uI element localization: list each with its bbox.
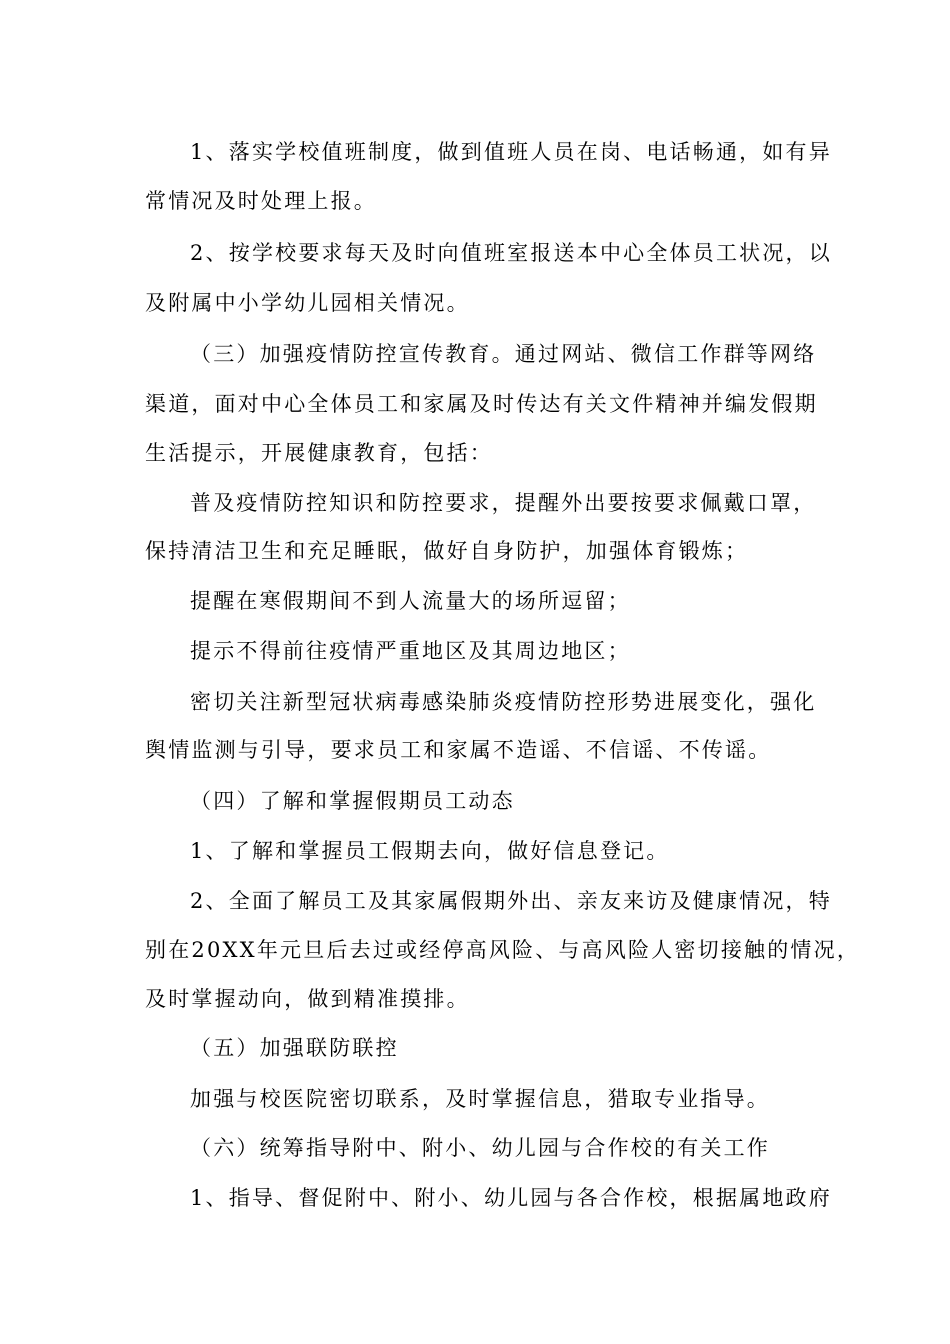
text-line: 及附属中小学幼儿园相关情况。 (145, 291, 470, 315)
text-line: 2、全面了解员工及其家属假期外出、亲友来访及健康情况，特 (190, 889, 832, 913)
text-line: 1、落实学校值班制度，做到值班人员在岗、电话畅通，如有异 (190, 140, 832, 164)
text-line: 保持清洁卫生和充足睡眠，做好自身防护，加强体育锻炼； (145, 539, 749, 563)
text-line: 渠道，面对中心全体员工和家属及时传达有关文件精神并编发假期 (145, 392, 818, 416)
text-line: 加强与校医院密切联系，及时掌握信息，猎取专业指导。 (190, 1087, 770, 1111)
text-line: 密切关注新型冠状病毒感染肺炎疫情防控形势进展变化，强化 (190, 690, 817, 714)
section-heading: （四）了解和掌握假期员工动态 (190, 789, 515, 813)
text-line: 舆情监测与引导，要求员工和家属不造谣、不信谣、不传谣。 (145, 738, 772, 762)
text-line: 常情况及时处理上报。 (145, 189, 377, 213)
text-line: 提示不得前往疫情严重地区及其周边地区； (190, 639, 631, 663)
text-line: 1、了解和掌握员工假期去向，做好信息登记。 (190, 839, 670, 863)
text-line: 普及疫情防控知识和防控要求，提醒外出要按要求佩戴口罩， (190, 491, 817, 515)
text-line: 及时掌握动向，做到精准摸排。 (145, 987, 470, 1011)
text-line: 2、按学校要求每天及时向值班室报送本中心全体员工状况，以 (190, 241, 832, 265)
text-line: 1、指导、督促附中、附小、幼儿园与各合作校，根据属地政府 (190, 1186, 832, 1210)
text-line: 提醒在寒假期间不到人流量大的场所逗留； (190, 589, 631, 613)
section-heading: （三）加强疫情防控宣传教育。通过网站、微信工作群等网络 (190, 342, 817, 366)
section-heading: （五）加强联防联控 (190, 1036, 399, 1060)
text-line: 生活提示，开展健康教育，包括： (145, 441, 493, 465)
section-heading: （六）统筹指导附中、附小、幼儿园与合作校的有关工作 (190, 1136, 770, 1160)
text-line: 别在20XX年元旦后去过或经停高风险、与高风险人密切接触的情况， (145, 938, 861, 962)
